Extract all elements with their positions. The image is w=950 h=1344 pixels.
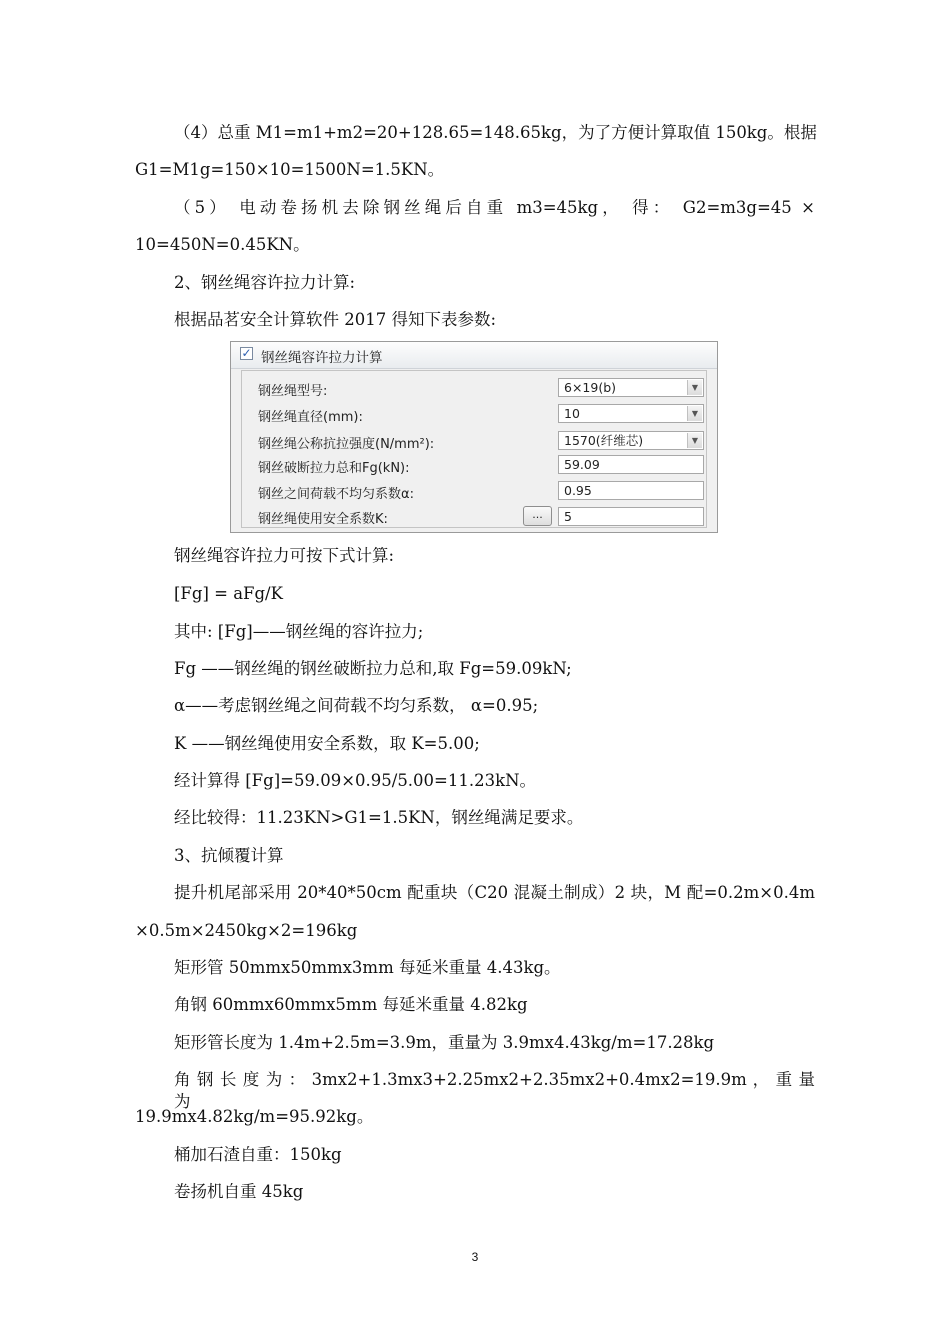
software-intro: 根据品茗安全计算软件 2017 得知下表参数: — [174, 310, 497, 329]
safety-factor-picker-button[interactable]: ... — [523, 506, 552, 526]
uneven-coefficient-input[interactable]: 0.95 — [558, 481, 704, 500]
tensile-strength-select[interactable] — [558, 431, 704, 450]
bucket-weight: 桶加石渣自重：150kg — [174, 1145, 342, 1164]
rect-tube-weight: 矩形管 50mmx50mmx3mm 每延米重量 4.43kg。 — [174, 958, 561, 977]
rope-diameter-value: 10 — [564, 406, 580, 421]
panel-header — [231, 342, 717, 369]
breaking-force-label: 钢丝破断拉力总和Fg(kN): — [258, 461, 410, 476]
formula-intro: 钢丝绳容许拉力可按下式计算: — [174, 546, 395, 565]
counterweight-line-1: 提升机尾部采用 20*40*50cm 配重块（C20 混凝土制成）2 块，M 配=0.2m×0.4m — [174, 883, 815, 902]
angle-steel-length-line-1: 角 钢 长 度 为 ： 3mx2+1.3mx3+2.25mx2+2.35mx2+0.4mx2=19.9m ， 重 量 为 — [174, 1070, 815, 1111]
comparison: 经比较得：11.23KN>G1=1.5KN，钢丝绳满足要求。 — [174, 808, 584, 827]
tensile-strength-label: 钢丝绳公称抗拉强度(N/mm²): — [258, 437, 435, 452]
rope-diameter-select[interactable] — [558, 404, 704, 423]
para-4-line-1: （4）总重 M1=m1+m2=20+128.65=148.65kg，为了方便计算取值 150kg。根据 — [174, 123, 817, 142]
uneven-coefficient-label: 钢丝之间荷载不均匀系数α: — [258, 487, 414, 502]
section-2-heading: 2、钢丝绳容许拉力计算: — [174, 273, 356, 292]
enable-checkbox[interactable]: ✓ — [241, 346, 252, 360]
parameter-group — [241, 370, 707, 528]
rope-model-value: 6×19(b) — [564, 380, 617, 395]
counterweight-line-2: ×0.5m×2450kg×2=196kg — [135, 921, 358, 940]
angle-steel-length-line-2: 19.9mx4.82kg/m=95.92kg。 — [135, 1107, 374, 1126]
formula: [Fg] = aFg/K — [174, 584, 283, 603]
chevron-down-icon[interactable]: ▼ — [687, 380, 702, 395]
definition-k: K ——钢丝绳使用安全系数，取 K=5.00; — [174, 734, 480, 753]
chevron-down-icon[interactable]: ▼ — [687, 406, 702, 421]
wire-rope-calc-panel — [230, 341, 718, 533]
rope-model-select[interactable] — [558, 378, 704, 397]
section-3-heading: 3、抗倾覆计算 — [174, 846, 284, 865]
rect-tube-length: 矩形管长度为 1.4m+2.5m=3.9m，重量为 3.9mx4.43kg/m=17.28kg — [174, 1033, 715, 1052]
definition-fg-allowable: 其中: [Fg]——钢丝绳的容许拉力; — [174, 622, 424, 641]
para-5-line-1: （5） 电动卷扬机去除钢丝绳后自重 m3=45kg， 得： G2=m3g=45 × — [174, 198, 815, 217]
para-4-line-2: G1=M1g=150×10=1500N=1.5KN。 — [135, 160, 445, 179]
definition-fg: Fg ——钢丝绳的钢丝破断拉力总和,取 Fg=59.09kN; — [174, 659, 572, 678]
tensile-strength-value: 1570(纤维芯) — [564, 433, 644, 448]
calc-result: 经计算得 [Fg]=59.09×0.95/5.00=11.23kN。 — [174, 771, 537, 790]
para-5-line-2: 10=450N=0.45KN。 — [135, 235, 310, 254]
angle-steel-weight: 角钢 60mmx60mmx5mm 每延米重量 4.82kg — [174, 995, 528, 1014]
safety-factor-label: 钢丝绳使用安全系数K: — [258, 512, 388, 527]
chevron-down-icon[interactable]: ▼ — [687, 433, 702, 448]
breaking-force-input[interactable]: 59.09 — [558, 455, 704, 474]
page-number: 3 — [471, 1250, 479, 1264]
definition-alpha: α——考虑钢丝绳之间荷载不均匀系数， α=0.95; — [174, 696, 539, 715]
panel-title: 钢丝绳容许拉力计算 — [261, 350, 383, 366]
winch-weight: 卷扬机自重 45kg — [174, 1182, 304, 1201]
safety-factor-input[interactable]: 5 — [558, 507, 704, 526]
rope-diameter-label: 钢丝绳直径(mm): — [258, 410, 363, 425]
rope-model-label: 钢丝绳型号: — [258, 384, 328, 399]
